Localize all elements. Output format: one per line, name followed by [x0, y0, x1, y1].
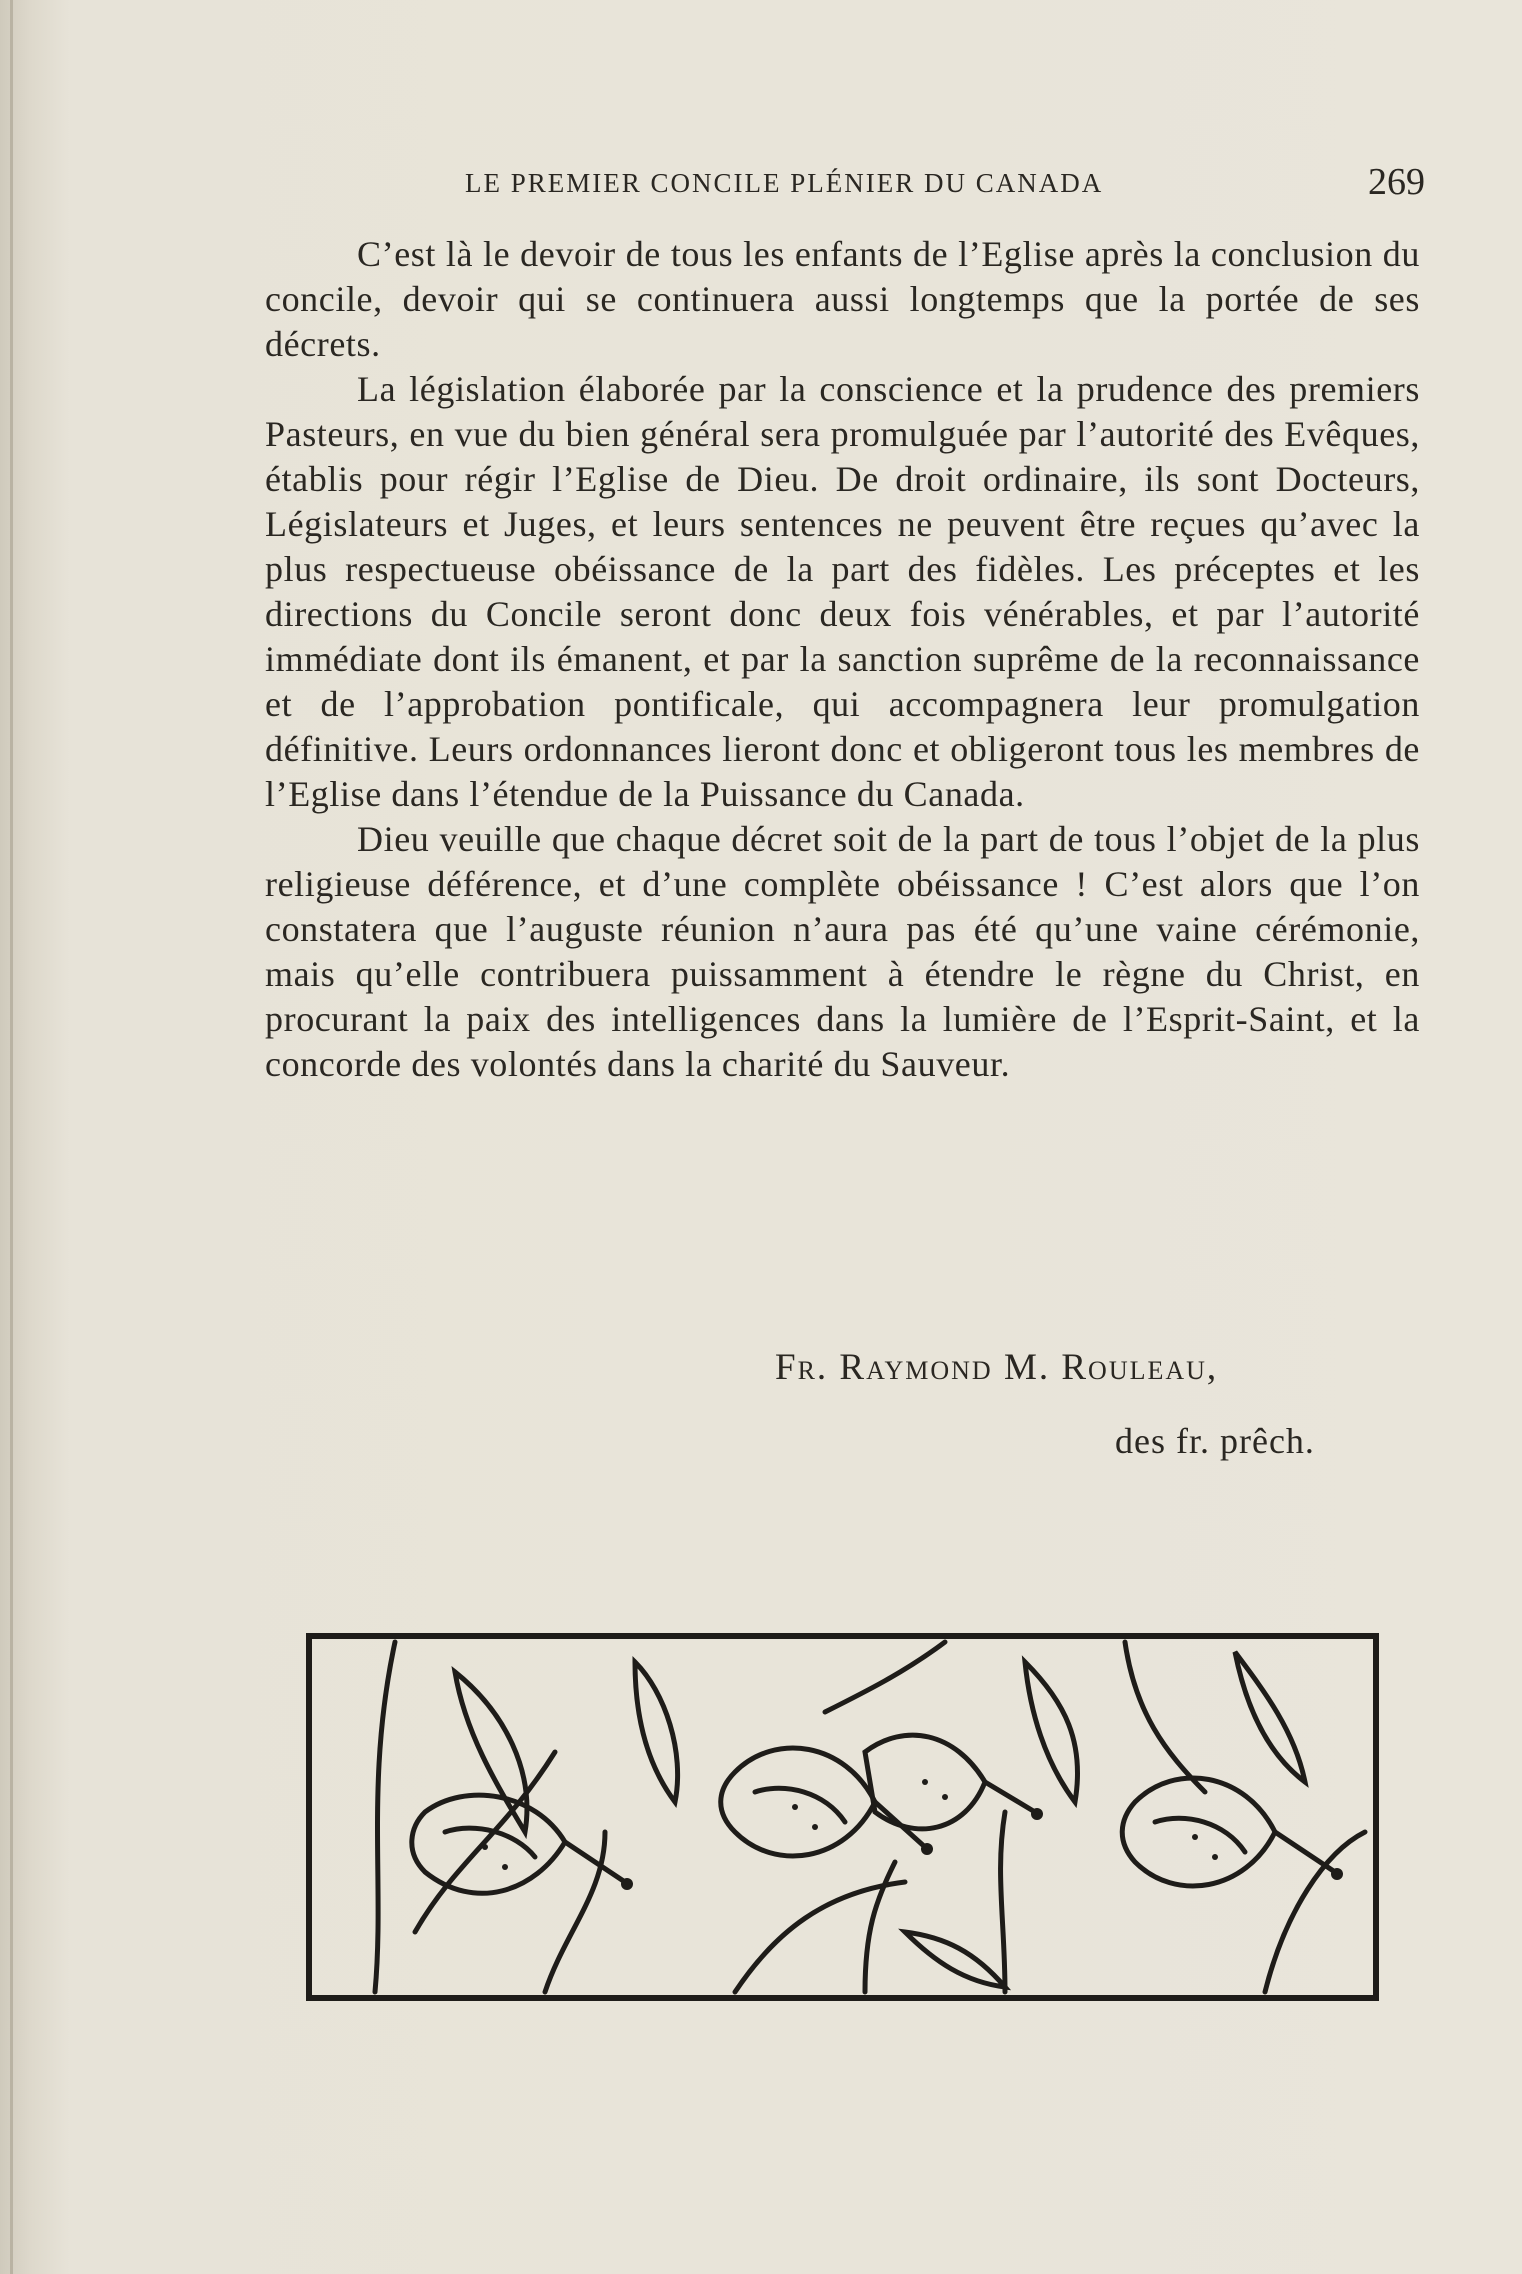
running-title: LE PREMIER CONCILE PLÉNIER DU CANADA — [465, 168, 1104, 198]
author-order: des fr. prêch. — [1115, 1421, 1315, 1461]
body-text — [265, 232, 1420, 1087]
author-signature: Fr. Raymond M. Rouleau, — [775, 1347, 1219, 1388]
binding-gutter — [10, 0, 13, 2274]
paragraph-3: Dieu veuille que chaque décret soit de la part de tous l’objet de la plus religieuse déférence, et d’une complète obéissance ! C’est alors que l’on constatera que l’auguste réunion n’aura pas été qu’une vaine cérémonie, mais qu’elle contribuera puissamment à étendre le règne du Christ, en procurant la paix des intelligences dans la lumière de l’Esprit-Saint, et la concorde des volontés dans la charité du Sauveur. — [265, 819, 1420, 1084]
paragraph-2: La législation élaborée par la conscience et la prudence des premiers Pasteurs, en vue du bien général sera promulguée par l’autorité des Evêques, établis pour régir l’Eglise de Dieu. De droit ordinaire, ils sont Docteurs, Législateurs et Juges, et leurs sentences ne peuvent être reçues qu’avec la plus respectueuse obéissance de la part des fidèles. Les préceptes et les directions du Concile seront donc deux fois vénérables, et par l’autorité immédiate dont ils émanent, et par la sanction suprême de la reconnaissance et de l’approbation pontificale, qui accompagnera leur promulgation définitive. Leurs ordonnances lieront donc et obligeront tous les membres de l’Eglise dans l’étendue de la Puissance du Canada. — [265, 369, 1420, 814]
lily-vignette-icon — [305, 1632, 1380, 2002]
page-number: 269 — [1368, 161, 1425, 203]
paragraph-1: C’est là le devoir de tous les enfants de l’Eglise après la conclusion du concile, devoir qui se continuera aussi longtemps que la portée de ses décrets. — [265, 234, 1420, 364]
running-head — [265, 160, 1425, 204]
